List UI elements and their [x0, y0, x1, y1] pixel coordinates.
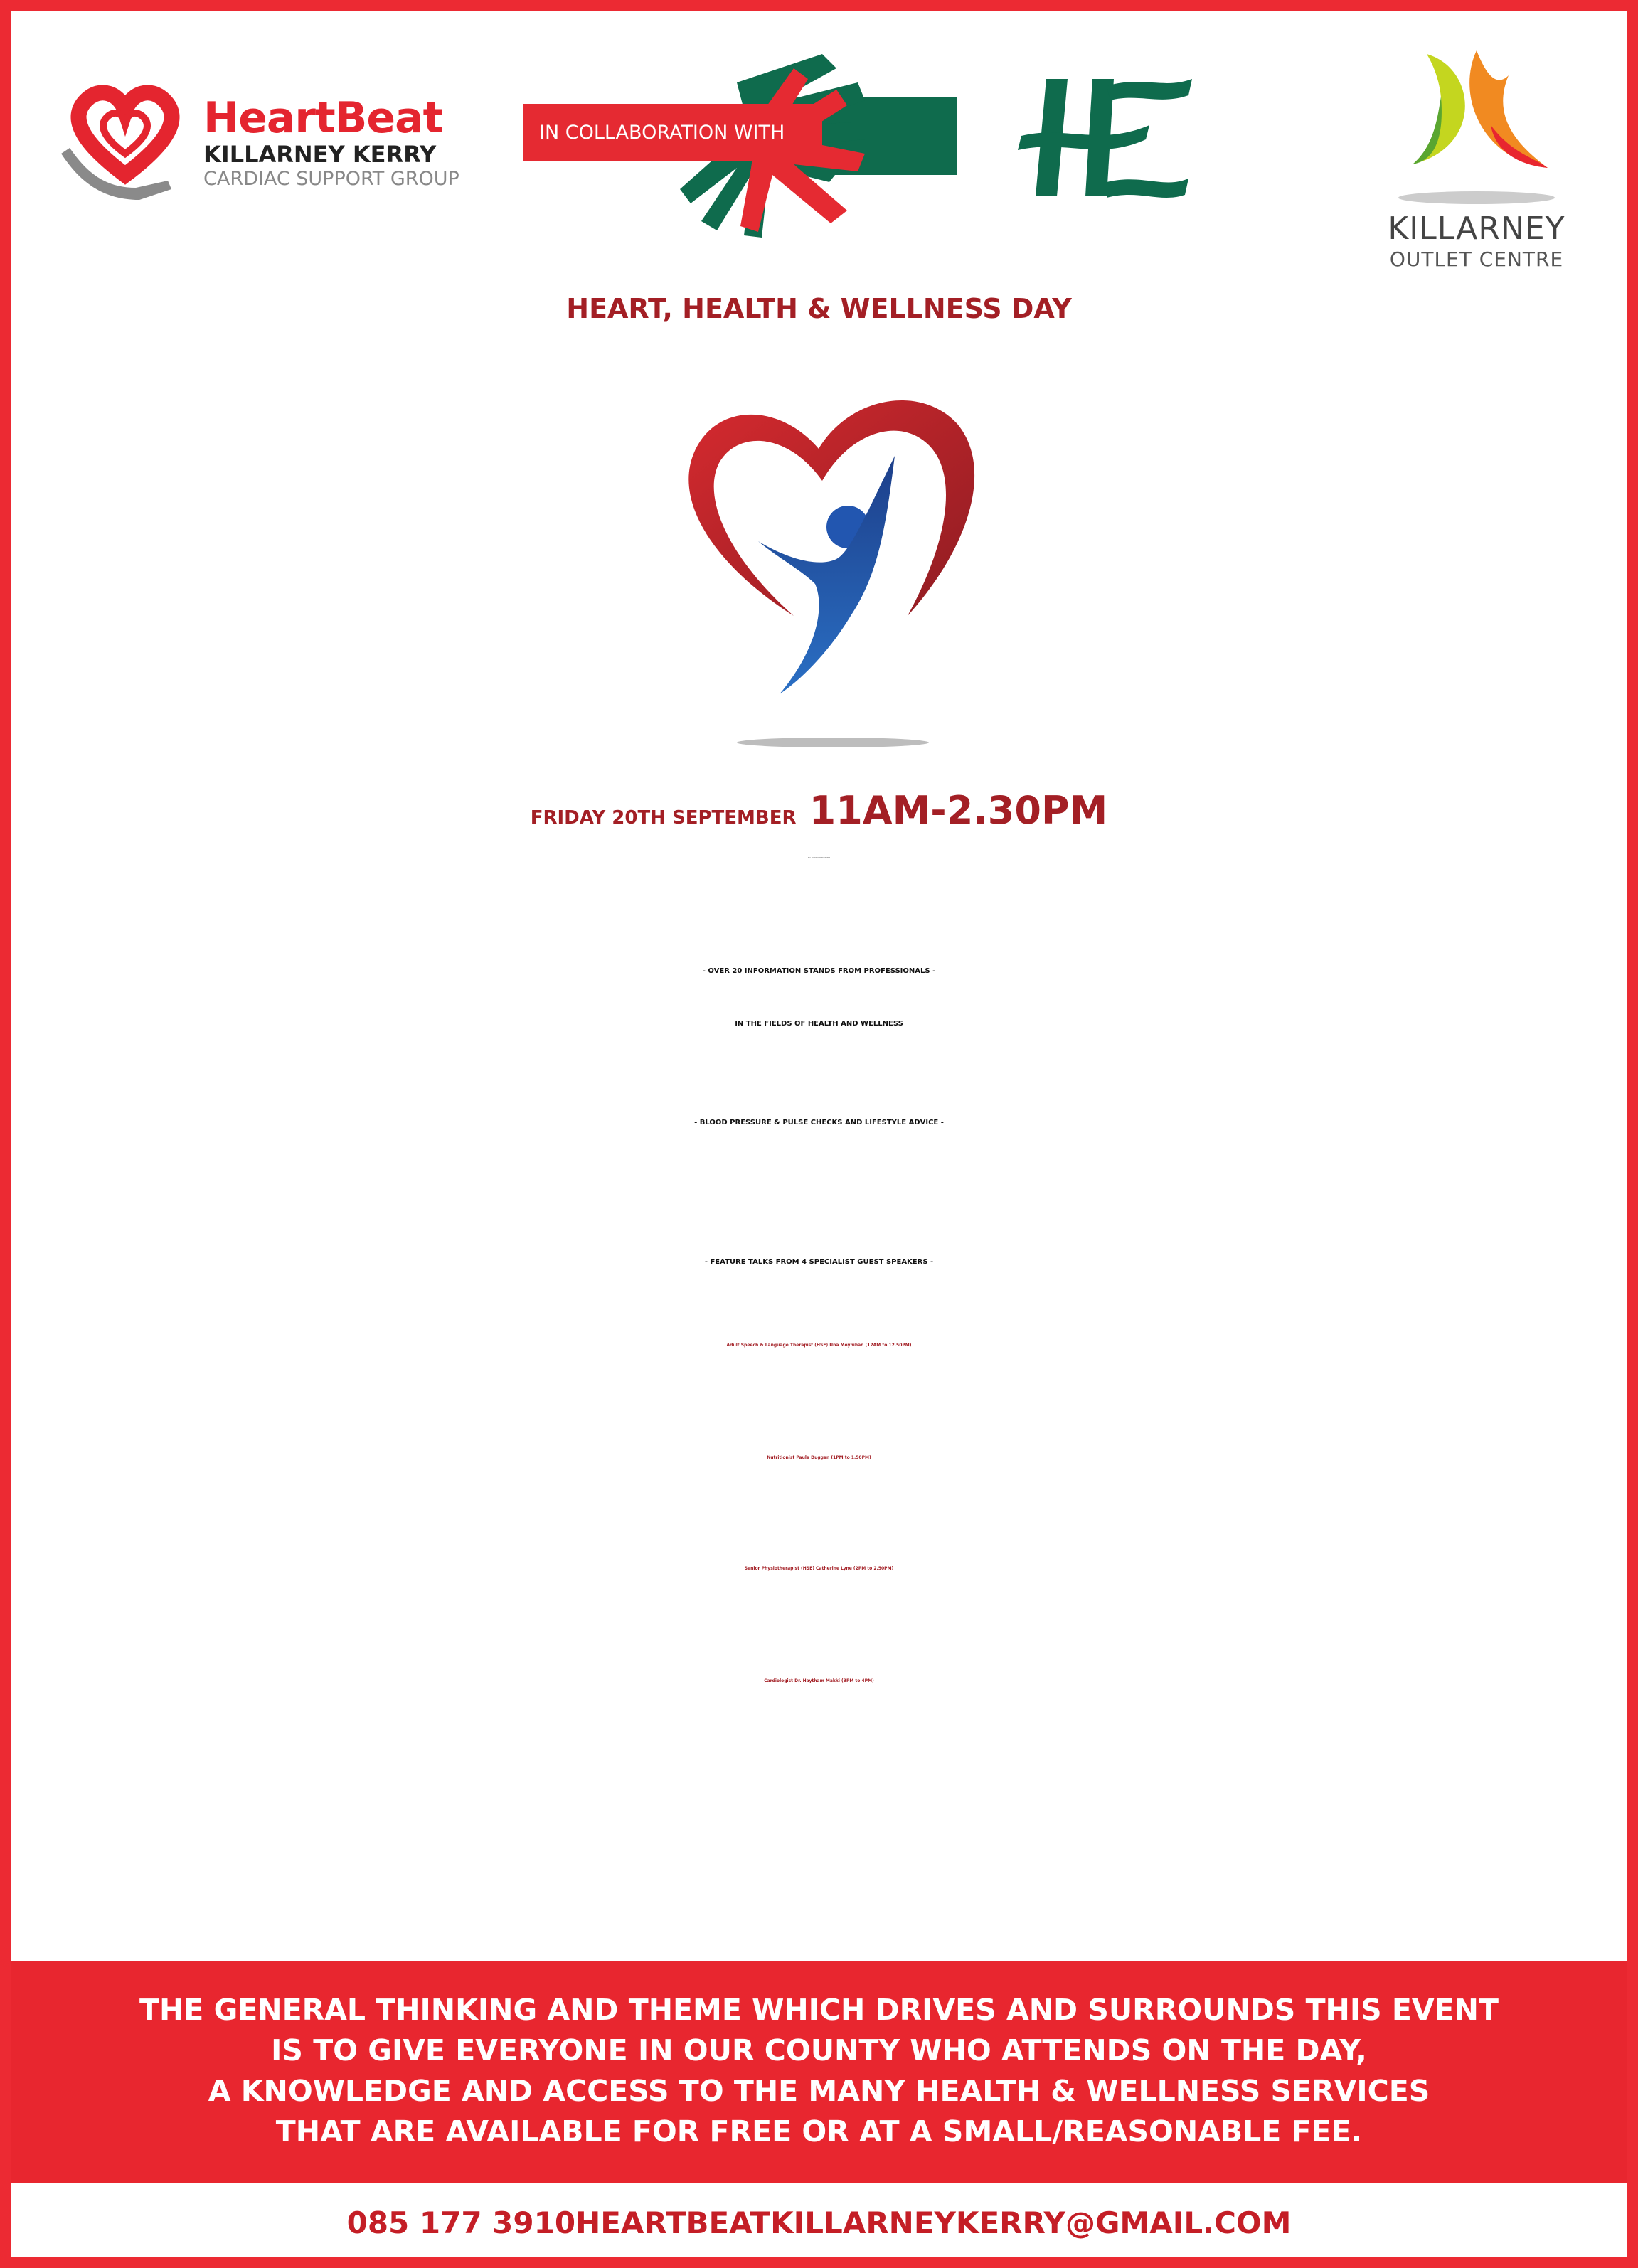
- stands-line2: IN THE FIELDS OF HEALTH AND WELLNESS: [735, 1020, 903, 1028]
- hse-mark-icon: [1007, 68, 1199, 211]
- heartbeat-line2: CARDIAC SUPPORT GROUP: [203, 168, 459, 190]
- tickets-line1: [11, 1799, 1627, 1839]
- bp-line1: - BLOOD PRESSURE & PULSE CHECKS AND LIFESTYLE ADVICE -: [694, 1119, 944, 1127]
- footer-email[interactable]: HEARTBEATKILLARNEYKERRY@GMAIL.COM: [575, 2205, 1292, 2240]
- heartbeat-line1: KILLARNEY KERRY: [203, 141, 437, 168]
- speaker-1-name: Adult Speech & Language Therapist (HSE) Una Moynihan (12AM to 12.50PM): [726, 1343, 912, 1348]
- footer-phone[interactable]: 085 177 3910: [346, 2205, 576, 2240]
- outlet-mark-icon: [1370, 40, 1583, 211]
- theme-text: [11, 1990, 1627, 2152]
- event-title: HEART, HEALTH & WELLNESS DAY: [566, 293, 1072, 324]
- event-time: 11AM-2.30PM: [809, 788, 1108, 833]
- hse-logo: [1007, 68, 1199, 211]
- heart-figure-icon: [673, 381, 986, 758]
- theme-line3: A KNOWLEDGE AND ACCESS TO THE MANY HEALTH & WELLNESS SERVICES: [208, 2074, 1430, 2108]
- heartbeat-name: HeartBeat: [203, 93, 443, 143]
- speaker-3-name: Senior Physiotherapist (HSE) Catherine Lyne (2PM to 2.50PM): [744, 1566, 894, 1571]
- stands-line1: - OVER 20 INFORMATION STANDS FROM PROFESSIONALS -: [702, 967, 936, 975]
- tickets-line2: [11, 1839, 1627, 1879]
- collaboration-label: IN COLLABORATION WITH: [523, 104, 822, 161]
- heartbeat-logo: [54, 68, 481, 211]
- speaker-2-name: Nutritionist Paula Duggan (1PM to 1.50PM): [767, 1455, 871, 1460]
- tickets-line3: [11, 1879, 1627, 1919]
- theme-line4: THAT ARE AVAILABLE FOR FREE OR AT A SMALL/REASONABLE FEE.: [275, 2114, 1363, 2149]
- talks-heading: - FEATURE TALKS FROM 4 SPECIALIST GUEST SPEAKERS -: [704, 1258, 934, 1266]
- theme-line2: IS TO GIVE EVERYONE IN OUR COUNTY WHO ATTENDS ON THE DAY,: [271, 2033, 1367, 2067]
- event-date: FRIDAY 20TH SEPTEMBER: [530, 807, 797, 829]
- outlet-logo: [1370, 40, 1583, 275]
- event-venue: KILLARNEY OUTLET CENTRE: [807, 858, 831, 859]
- collaboration-graphic: [523, 40, 957, 246]
- outlet-line2: OUTLET CENTRE: [1389, 247, 1564, 271]
- outlet-line1: KILLARNEY: [1388, 211, 1565, 247]
- event-date-line: [11, 788, 1627, 833]
- theme-line1: THE GENERAL THINKING AND THEME WHICH DRIVES AND SURROUNDS THIS EVENT: [139, 1993, 1499, 2027]
- speaker-4-name: Cardiologist Dr. Haytham Makki (3PM to 4PM): [764, 1678, 874, 1683]
- footer-contact: [11, 2205, 1627, 2240]
- heart-hands-icon: [54, 68, 196, 211]
